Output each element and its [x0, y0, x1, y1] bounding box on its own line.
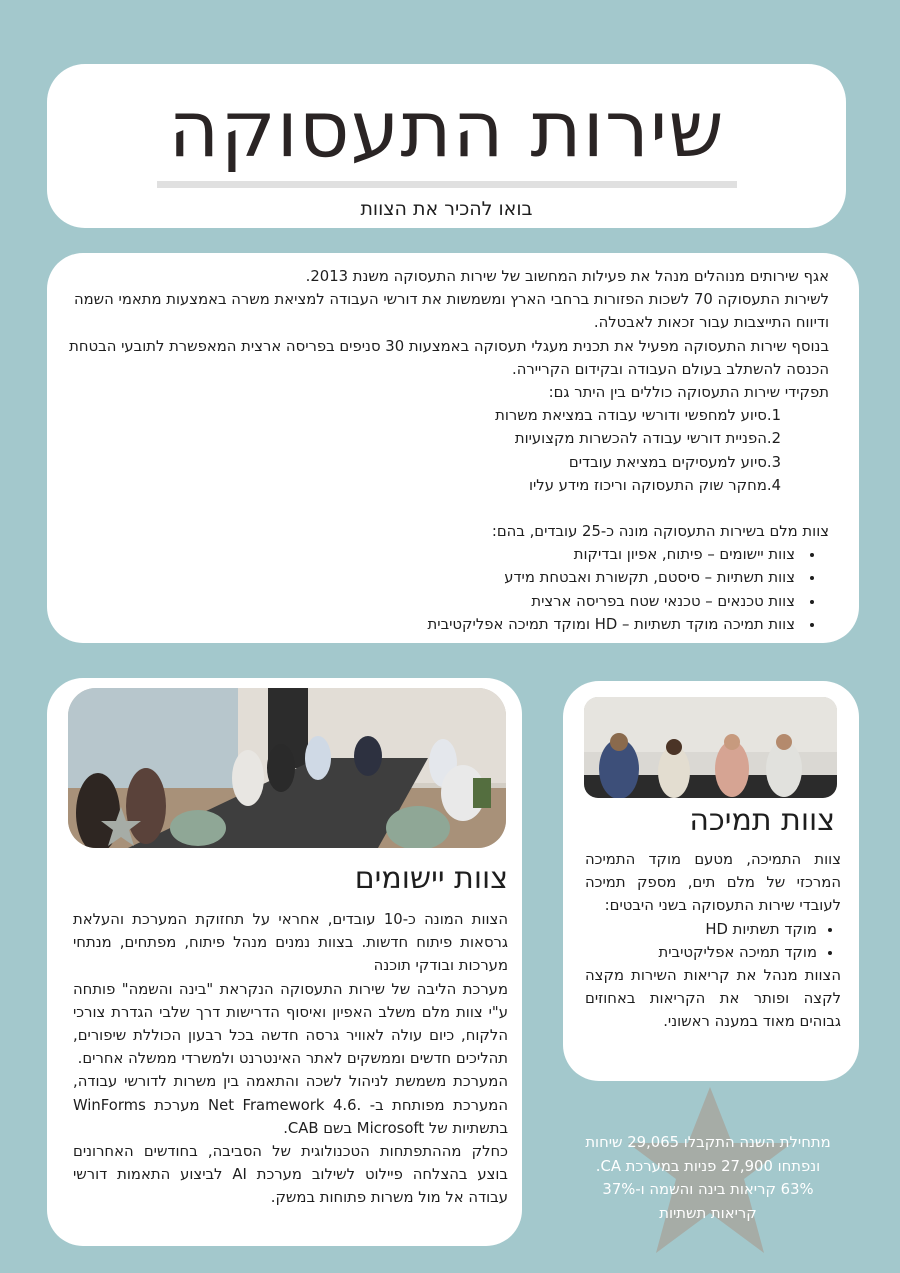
duties-list	[67, 404, 829, 497]
support-item: • מוקד תשתיות HD	[585, 918, 817, 941]
page-title: שירות התעסוקה	[168, 85, 725, 175]
support-team-photo-illustration	[584, 697, 837, 798]
stats-line: קריאות תשתיות	[659, 1204, 757, 1222]
intro-paragraph: תפקידי שירות התעסוקה כוללים בין היתר גם:	[548, 384, 829, 402]
header-card	[47, 64, 846, 228]
applications-card	[47, 678, 522, 1246]
applications-paragraph: הצוות המונה כ-10 עובדים, אחראי על תחזוקת המערכת והעלאת גרסאות פיתוח חדשות. בצוות נמנים מנהל פיתוח, מפתחים, מנתחי מערכות ובודקי תוכנה	[73, 911, 508, 975]
teams-list	[67, 543, 829, 636]
team-item: • צוות יישומים – פיתוח, אפיון ובדיקות	[67, 543, 799, 566]
duty-item: 2.הפניית דורשי עבודה להכשרות מקצועיות	[514, 430, 781, 448]
support-body	[585, 848, 841, 1034]
duty-item: 4.מחקר שוק התעסוקה וריכוז מידע עליו	[528, 476, 781, 494]
support-list	[585, 918, 841, 964]
intro-paragraph: לשירות התעסוקה 70 לשכות הפזורות ברחבי הארץ ומשמשות את דורשי העבודה למציאת משרה באמצעות מתאמי השמה ודיווח התייצבות עבור זכאות לאבטלה.	[73, 291, 829, 332]
support-card	[563, 681, 859, 1081]
team-intro: צוות מלם בשירות התעסוקה מונה כ-25 עובדים, בהם:	[491, 523, 829, 541]
applications-heading: צוות יישומים	[354, 861, 508, 896]
applications-paragraph: כחלק מההתפתחות הטכנולוגית של הסביבה, בחודשים האחרונים בוצע בהצלחה פיילוט לשילוב מערכת AI לביצוע התאמות דורשי עבודה אל מול משרות פתוחות במשק.	[73, 1143, 508, 1207]
support-item: • מוקד תמיכה אפליקטיבית	[585, 941, 817, 964]
intro-paragraph: בנוסף שירות התעסוקה מפעיל את תכנית מעגלי תעסוקה באמצעות 30 סניפים בפריסה ארצית המאפשרת לתובעי הבטחת הכנסה להשתלב בעולם העבודה ובקידום הקריירה.	[69, 337, 829, 378]
support-heading: צוות תמיכה	[689, 803, 835, 838]
title-divider	[157, 181, 737, 188]
intro-paragraph: אגף שירותים מנוהלים מנהל את פעילות המחשוב של שירות התעסוקה משנת 2013.	[305, 268, 829, 285]
stats-line: ונפתחו 27,900 פניות במערכת CA.	[595, 1157, 821, 1175]
stats-line: מתחילת השנה התקבלו 29,065 שיחות	[585, 1134, 831, 1151]
duty-item: 3.סיוע למעסיקים במציאת עובדים	[568, 453, 781, 471]
stats-text	[560, 1131, 856, 1225]
team-item: • צוות תשתיות – סיסטם, תקשורת ואבטחת מידע	[67, 566, 799, 589]
support-intro: צוות התמיכה, מטעם מוקד התמיכה המרכזי של מלם תים, מספק תמיכה לעובדי שירות התעסוקה בשני היבטים:	[585, 851, 841, 915]
page-subtitle: בואו להכיר את הצוות	[360, 198, 533, 220]
support-team-photo	[584, 697, 837, 798]
team-item: • צוות תמיכה מוקד תשתיות – HD ומוקד תמיכה אפליקטיבית	[67, 613, 799, 636]
intro-card	[47, 253, 859, 643]
applications-paragraph: המערכת משמשת לניהול לשכה והתאמה בין משרות לדורשי עבודה, המערכת מפותחת ב- .Net Framework 4.6 מערכת WinForms בתשתיות של Microsoft בשם CAB.	[73, 1073, 509, 1137]
duty-item: 1.סיוע למחפשי ודורשי עבודה במציאת משרות	[495, 407, 781, 425]
spacer	[67, 497, 829, 520]
applications-paragraph: מערכת הליבה של שירות התעסוקה הנקראת "בינה והשמה" פותחה ע"י צוות מלם משלב האפיון ואיסוף הדרישות דרך שלבי הגדרת צורכי הלקוח, כיום עולה לאוויר גרסה חדשה בכל רבעון הכוללת שיפורים, תהליכים חדשים וממשקים לאתר האינטרנט ולמשרדי ממשלה אחרים.	[73, 980, 508, 1068]
stats-line: 63% קריאות בינה והשמה ו-37%	[602, 1181, 814, 1198]
team-item: • צוות טכנאים – טכנאי שטח בפריסה ארצית	[67, 590, 799, 613]
applications-body	[73, 908, 508, 1210]
small-star-icon	[100, 806, 142, 848]
support-closing: הצוות מנהל את קריאות השירות מקצה לקצה ופותר את הקריאות באחוזים גבוהים מאוד במענה ראשוני.	[585, 967, 841, 1031]
